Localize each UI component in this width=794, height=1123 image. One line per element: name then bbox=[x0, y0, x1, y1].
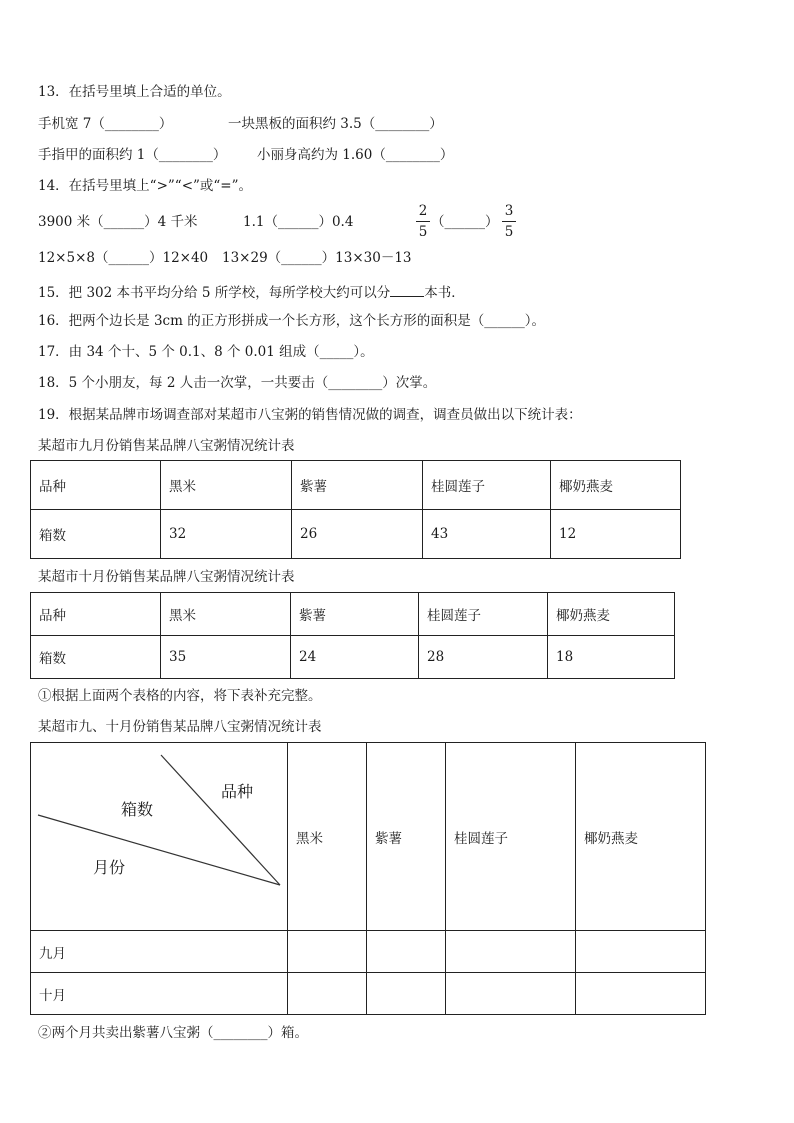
fraction-numerator: 2 bbox=[418, 203, 428, 219]
q19-part2: ②两个月共卖出紫薯八宝粥（________）箱。 bbox=[38, 1025, 308, 1041]
diagonal-header-cell bbox=[31, 743, 288, 931]
q13-item-phone-width: 手机宽 7（________） bbox=[38, 116, 173, 132]
september-table-caption: 某超市九月份销售某品牌八宝粥情况统计表 bbox=[38, 438, 295, 454]
q14-compare-products: 12×5×8（______）12×40 bbox=[38, 250, 209, 266]
table-cell: 黑米 bbox=[161, 461, 292, 510]
table-cell: 24 bbox=[291, 636, 419, 679]
q13-item-blackboard-area: 一块黑板的面积约 3.5（________） bbox=[228, 116, 443, 132]
q15-text-before: 15．把 302 本书平均分给 5 所学校，每所学校大约可以分 bbox=[38, 285, 391, 301]
answer-cell[interactable] bbox=[576, 973, 706, 1015]
q14-compare-decimals: 1.1（______）0.4 bbox=[243, 214, 354, 230]
table-cell: 紫薯 bbox=[292, 461, 423, 510]
answer-cell[interactable] bbox=[288, 931, 367, 973]
table-row bbox=[31, 636, 675, 679]
q19-intro: 19．根据某品牌市场调查部对某超市八宝粥的销售情况做的调查，调查员做出以下统计表： bbox=[38, 407, 582, 423]
combined-table-caption: 某超市九、十月份销售某品牌八宝粥情况统计表 bbox=[38, 719, 322, 735]
answer-cell[interactable] bbox=[576, 931, 706, 973]
table-cell: 32 bbox=[161, 510, 292, 559]
table-header-row bbox=[31, 743, 706, 931]
table-cell: 椰奶燕麦 bbox=[548, 593, 675, 636]
table-cell: 九月 bbox=[31, 931, 288, 973]
table-cell: 紫薯 bbox=[367, 743, 446, 931]
table-cell: 12 bbox=[551, 510, 681, 559]
q15-answer-blank bbox=[390, 282, 424, 297]
q17-text: 17．由 34 个十、5 个 0.1、8 个 0.01 组成（_____）。 bbox=[38, 344, 374, 360]
answer-cell[interactable] bbox=[446, 931, 576, 973]
table-cell: 十月 bbox=[31, 973, 288, 1015]
table-header-row bbox=[31, 593, 675, 636]
q15-text-after: 本书． bbox=[424, 285, 465, 301]
table-cell: 26 bbox=[292, 510, 423, 559]
table-header-row bbox=[31, 461, 681, 510]
table-cell: 28 bbox=[419, 636, 548, 679]
table-row bbox=[31, 973, 706, 1015]
combined-sales-table bbox=[30, 742, 706, 1015]
answer-cell[interactable] bbox=[288, 973, 367, 1015]
table-cell: 箱数 bbox=[31, 510, 161, 559]
table-cell: 椰奶燕麦 bbox=[551, 461, 681, 510]
table-cell: 43 bbox=[423, 510, 551, 559]
table-cell: 椰奶燕麦 bbox=[576, 743, 706, 931]
q13-title: 13．在括号里填上合适的单位。 bbox=[38, 84, 231, 100]
q18-text: 18．5 个小朋友，每 2 人击一次掌，一共要击（________）次掌。 bbox=[38, 375, 437, 391]
diagonal-line-upper bbox=[161, 755, 280, 885]
answer-cell[interactable] bbox=[367, 931, 446, 973]
q14-fraction-left bbox=[416, 202, 430, 241]
answer-cell[interactable] bbox=[367, 973, 446, 1015]
q14-fraction-right bbox=[502, 202, 516, 241]
diagonal-label-kind: 品种 bbox=[221, 782, 254, 801]
q14-compare-distributive: 13×29（______）13×30－13 bbox=[222, 250, 412, 266]
diagonal-line-lower bbox=[38, 815, 280, 885]
fraction-denominator: 5 bbox=[418, 224, 428, 240]
table-cell: 黑米 bbox=[288, 743, 367, 931]
september-sales-table bbox=[30, 460, 681, 559]
table-cell: 桂圆莲子 bbox=[419, 593, 548, 636]
fraction-denominator: 5 bbox=[504, 224, 514, 240]
diagonal-label-month: 月份 bbox=[93, 858, 126, 877]
q14-fraction-blank: （______） bbox=[431, 214, 499, 230]
q15-text bbox=[38, 282, 465, 302]
fraction-bar bbox=[416, 221, 430, 222]
table-cell: 18 bbox=[548, 636, 675, 679]
q13-item-height: 小丽身高约为 1.60（________） bbox=[257, 147, 454, 163]
table-cell: 紫薯 bbox=[291, 593, 419, 636]
fraction-numerator: 3 bbox=[504, 203, 514, 219]
table-cell: 桂圆莲子 bbox=[446, 743, 576, 931]
october-sales-table bbox=[30, 592, 675, 679]
q13-item-fingernail-area: 手指甲的面积约 1（________） bbox=[38, 147, 227, 163]
q14-title: 14．在括号里填上“>”“<”或“=”。 bbox=[38, 178, 253, 194]
table-cell: 品种 bbox=[31, 461, 161, 510]
table-row bbox=[31, 931, 706, 973]
q14-compare-meters: 3900 米（______）4 千米 bbox=[38, 214, 198, 230]
october-table-caption: 某超市十月份销售某品牌八宝粥情况统计表 bbox=[38, 569, 295, 585]
q16-text: 16．把两个边长是 3cm 的正方形拼成一个长方形，这个长方形的面积是（______）。 bbox=[38, 313, 545, 329]
table-cell: 35 bbox=[161, 636, 291, 679]
fraction-bar bbox=[502, 221, 516, 222]
table-row bbox=[31, 510, 681, 559]
table-cell: 黑米 bbox=[161, 593, 291, 636]
q19-part1: ①根据上面两个表格的内容，将下表补充完整。 bbox=[38, 688, 322, 704]
diagonal-lines bbox=[31, 743, 288, 931]
table-cell: 品种 bbox=[31, 593, 161, 636]
table-cell: 箱数 bbox=[31, 636, 161, 679]
table-cell: 桂圆莲子 bbox=[423, 461, 551, 510]
diagonal-label-count: 箱数 bbox=[121, 800, 154, 819]
answer-cell[interactable] bbox=[446, 973, 576, 1015]
